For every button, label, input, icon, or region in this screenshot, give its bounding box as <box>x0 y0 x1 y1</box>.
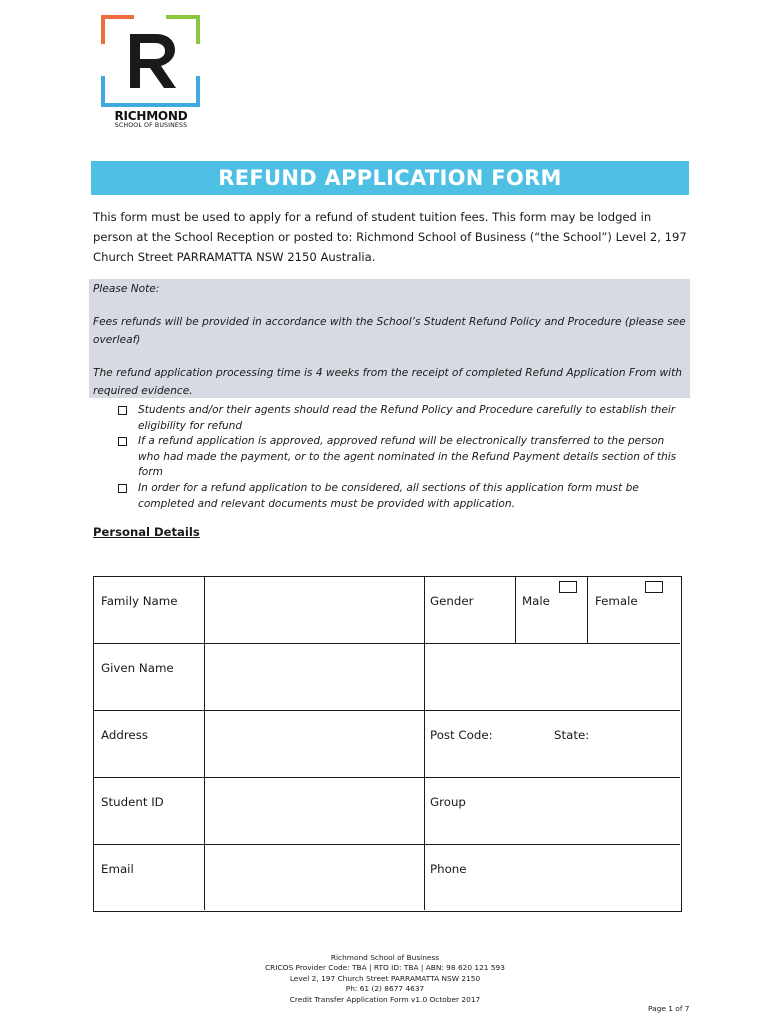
address-field[interactable] <box>205 711 424 777</box>
phone-label: Phone <box>430 862 467 876</box>
list-item <box>118 434 688 481</box>
column-divider <box>587 577 588 643</box>
student-id-label: Student ID <box>101 795 164 809</box>
footer-address: Level 2, 197 Church Street PARRAMATTA NSW 2150 <box>289 973 481 983</box>
phone-field[interactable] <box>425 845 680 910</box>
footer-provider-codes: CRICOS Provider Code: TBA | RTO ID: TBA | ABN: 98 620 121 593 <box>265 963 505 973</box>
gender-label: Gender <box>430 594 474 608</box>
checkbox-bullet-icon <box>118 437 127 446</box>
list-item <box>118 481 688 512</box>
footer-form-version: Credit Transfer Application Form v1.0 October 2017 <box>289 994 481 1004</box>
group-label: Group <box>430 795 466 809</box>
checkbox-bullet-icon <box>118 406 127 415</box>
personal-details-heading: Personal Details <box>93 525 200 539</box>
given-name-label: Given Name <box>101 661 174 675</box>
family-name-label: Family Name <box>101 594 178 608</box>
family-name-field[interactable] <box>205 577 424 643</box>
footer-school-name: Richmond School of Business <box>330 953 440 962</box>
note-section <box>93 280 691 400</box>
list-item <box>118 403 688 434</box>
school-logo <box>100 14 202 130</box>
bullet-text: In order for a refund application to be considered, all sections of this application form must be completed and relevant documents must be provided with application. <box>138 481 639 510</box>
female-label: Female <box>595 594 638 608</box>
note-paragraph-1: Fees refunds will be provided in accordance with the School’s Student Refund Policy and Procedure (please see overleaf) <box>93 316 686 346</box>
male-label: Male <box>522 594 550 608</box>
logo-name: RICHMOND <box>114 109 188 123</box>
column-divider <box>515 577 516 643</box>
bullet-text: If a refund application is approved, approved refund will be electronically transferred to the person who had made the payment, or to the agent nominated in the Refund Payment details section of this form <box>138 435 677 479</box>
note-paragraph-2: The refund application processing time is 4 weeks from the receipt of completed Refund Application From with required evidence. <box>93 367 682 397</box>
intro-paragraph: This form must be used to apply for a refund of student tuition fees. This form may be lodged in person at the School Reception or posted to: Richmond School of Business (“the School”) Level 2, 197 Church Street PARRAMATTA NSW 2150 Australia. <box>93 210 687 264</box>
note-heading: Please Note: <box>93 283 160 295</box>
state-label: State: <box>554 728 590 742</box>
checkbox-bullet-icon <box>118 484 127 493</box>
logo-mark <box>100 14 202 110</box>
page-number: Page 1 of 7 <box>648 1004 690 1013</box>
email-field[interactable] <box>205 845 424 910</box>
page-footer <box>0 953 770 1005</box>
bullet-text: Students and/or their agents should read the Refund Policy and Procedure carefully to establish their eligibility for refund <box>138 404 676 432</box>
female-checkbox[interactable] <box>645 581 663 593</box>
personal-details-table <box>93 576 682 912</box>
note-bullet-list <box>118 403 688 512</box>
email-label: Email <box>101 862 134 876</box>
student-id-field[interactable] <box>205 778 424 844</box>
post-code-label: Post Code: <box>430 728 493 742</box>
form-title-bar <box>91 161 689 195</box>
given-name-field[interactable] <box>205 644 424 710</box>
footer-phone: Ph: 61 (2) 8677 4637 <box>345 984 425 994</box>
male-checkbox[interactable] <box>559 581 577 593</box>
address-label: Address <box>101 728 148 742</box>
logo-subtitle: SCHOOL OF BUSINESS <box>114 122 188 129</box>
form-title: REFUND APPLICATION FORM <box>218 166 562 190</box>
